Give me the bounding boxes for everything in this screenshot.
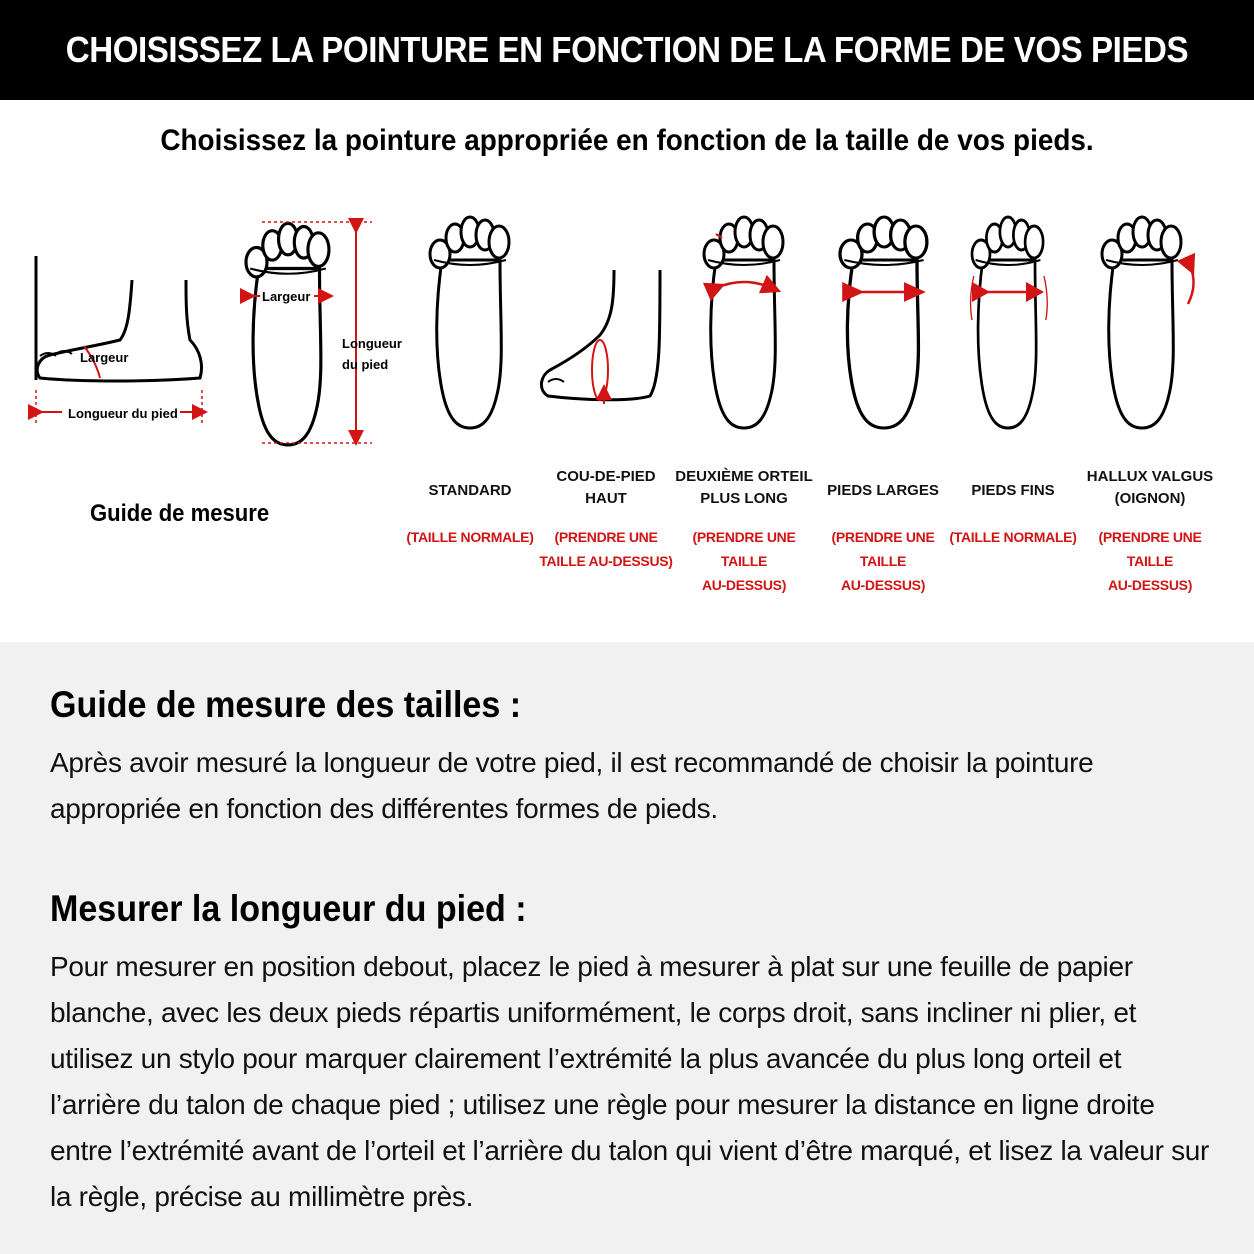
side-width-label: Largeur [80,350,129,365]
top-length-label-line1: Longueur [342,336,402,351]
long-second-toe-foot-illustration [704,217,783,428]
foot-type-advice: (PRENDRE UNE TAILLE AU-DESSUS) [1098,529,1202,593]
foot-type-name: STANDARD [428,482,512,499]
side-foot-illustration [36,256,202,424]
measure-length-text: Pour mesurer en position debout, placez le pied à mesurer à plat sur une feuille de papier blanche, avec les deux pieds répartis uniformément, le corps droit, sans incliner ni plier, et utilisez un stylo pour marquer clairement l’extrémité la plus avancée du plus long orteil et l’arrière du talon de chaque pied ; utilisez une règle pour mesurer la distance en ligne droite entre l’extrémité avant de l’orteil et l’arrière du talon qui vient d’être marqué, et lisez la valeur sur la règle, précise au millimètre près. [50,951,1210,1212]
subtitle: Choisissez la pointure appropriée en fonction de la taille de vos pieds. [160,124,1094,157]
high-instep-foot-illustration [541,270,660,404]
narrow-foot-illustration [971,217,1048,428]
top-length-label-line2: du pied [342,357,389,372]
measure-length-heading: Mesurer la longueur du pied : [50,888,527,929]
foot-type-advice: (PRENDRE UNE TAILLE AU-DESSUS) [692,529,796,593]
page-title: CHOISISSEZ LA POINTURE EN FONCTION DE LA FORME DE VOS PIEDS [65,29,1189,70]
wide-foot-illustration [840,217,927,428]
foot-type-advice: (TAILLE NORMALE) [406,529,534,545]
foot-type-advice: (PRENDRE UNE TAILLE AU-DESSUS) [539,529,673,569]
standard-foot-illustration [430,217,509,428]
size-guide-heading: Guide de mesure des tailles : [50,684,522,725]
foot-type-name: DEUXIÈME ORTEIL PLUS LONG [675,468,813,507]
foot-type-advice: (TAILLE NORMALE) [949,529,1077,545]
foot-type-name: COU-DE-PIED HAUT [556,468,656,507]
size-guide-text: Après avoir mesuré la longueur de votre pied, il est recommandé de choisir la pointure appropriée en fonction des différentes formes de pieds. [50,747,1094,824]
measurement-guide-label: Guide de mesure [90,500,270,527]
foot-type-name: PIEDS LARGES [827,482,939,499]
foot-type-advice: (PRENDRE UNE TAILLE AU-DESSUS) [831,529,935,593]
foot-type-name: PIEDS FINS [971,482,1055,499]
foot-type-name: HALLUX VALGUS (OIGNON) [1086,468,1214,507]
bunion-foot-illustration [1102,217,1194,428]
top-width-label: Largeur [262,289,311,304]
top-foot-illustration [246,223,329,445]
side-length-label: Longueur du pied [68,406,178,421]
